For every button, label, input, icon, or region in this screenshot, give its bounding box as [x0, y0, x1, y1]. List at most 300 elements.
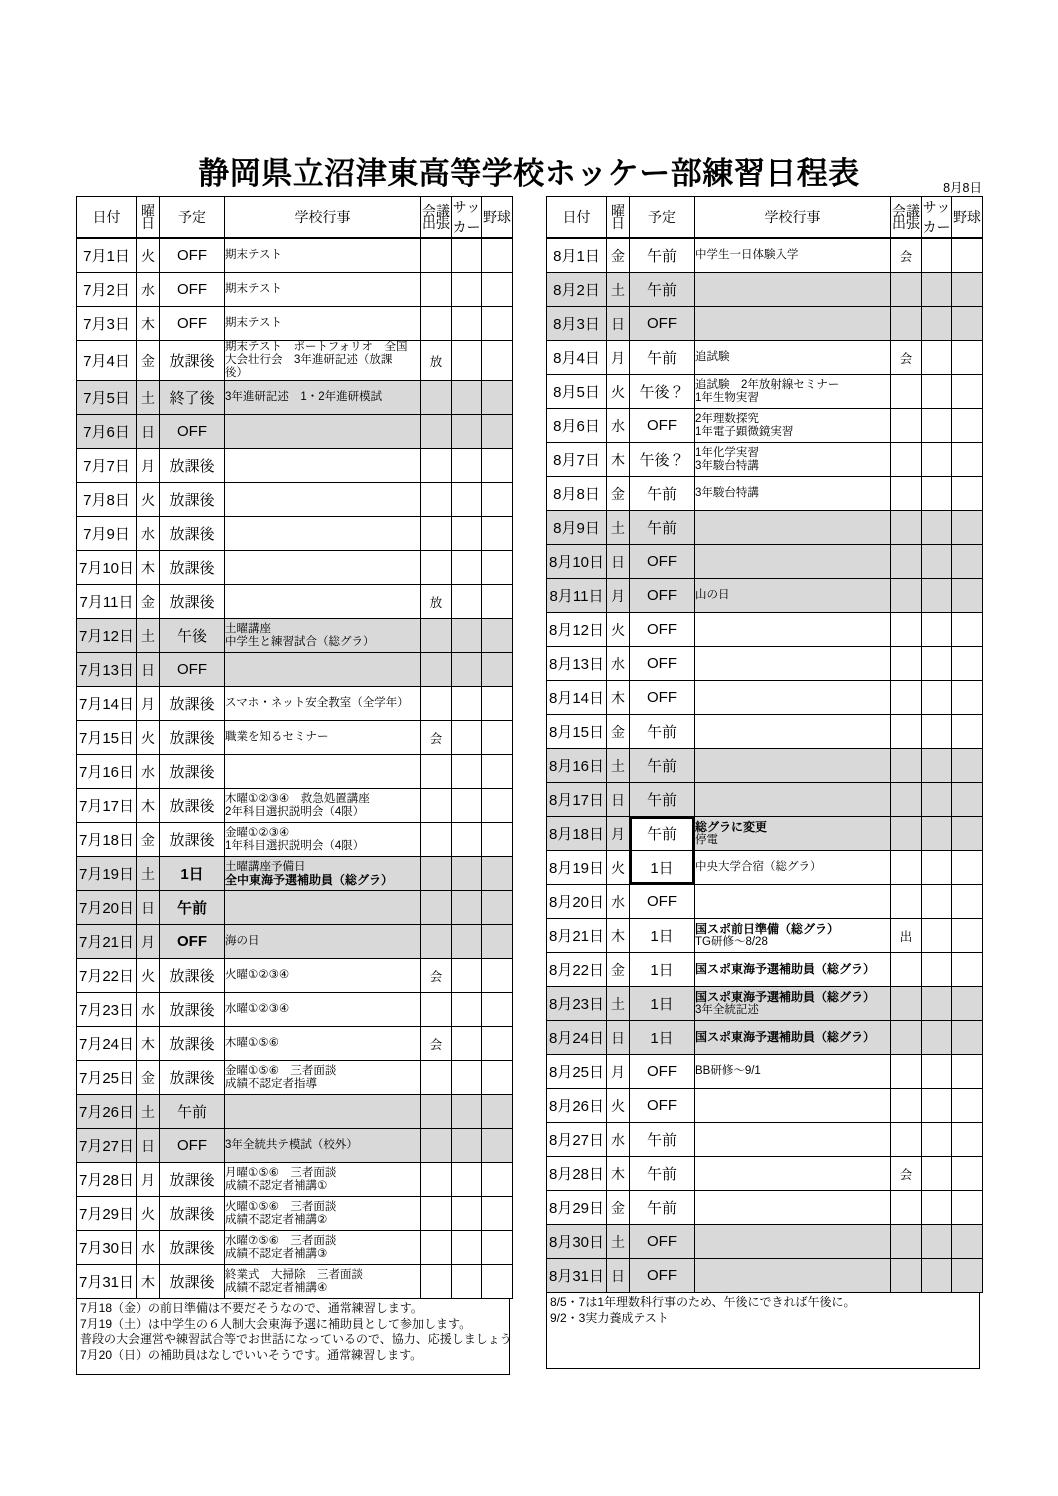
cell-baseball-mark: [952, 307, 983, 341]
cell-practice-plan: OFF: [630, 647, 695, 681]
cell-date: 8月6日: [547, 409, 607, 443]
table-row: [547, 511, 983, 545]
cell-date: 7月31日: [77, 1265, 137, 1299]
cell-soccer-mark: [922, 1123, 952, 1157]
cell-day-of-week: 金: [607, 477, 630, 511]
cell-meeting-mark: 放: [421, 585, 452, 619]
cell-day-of-week: 日: [607, 1259, 630, 1293]
cell-meeting-mark: [421, 1265, 452, 1299]
table-row: [547, 307, 983, 341]
event-text-line: 成績不認定者指導: [225, 1077, 317, 1090]
cell-soccer-mark: [452, 449, 482, 483]
column-header-plan: 予定: [160, 197, 225, 239]
cell-day-of-week: 水: [137, 1231, 160, 1265]
cell-soccer-mark: [452, 959, 482, 993]
event-text-line: 1年科目選択説明会（4限）: [225, 839, 365, 852]
cell-school-event: [225, 1231, 421, 1265]
cell-school-event: [225, 415, 421, 449]
cell-date: 7月25日: [77, 1061, 137, 1095]
cell-day-of-week: 土: [607, 749, 630, 783]
cell-practice-plan: 放課後: [160, 993, 225, 1027]
cell-baseball-mark: [482, 619, 513, 653]
cell-soccer-mark: [922, 443, 952, 477]
cell-meeting-mark: [891, 647, 922, 681]
cell-meeting-mark: [421, 517, 452, 551]
cell-meeting-mark: [891, 783, 922, 817]
cell-practice-plan: OFF: [160, 238, 225, 273]
cell-practice-plan: OFF: [160, 653, 225, 687]
cell-day-of-week: 水: [137, 755, 160, 789]
cell-day-of-week: 金: [137, 823, 160, 857]
table-row: [547, 749, 983, 783]
page-title: 静岡県立沼津東高等学校ホッケー部練習日程表: [198, 156, 860, 191]
cell-soccer-mark: [452, 341, 482, 381]
cell-meeting-mark: [891, 1259, 922, 1293]
document-date-stamp: 8月8日: [943, 181, 982, 195]
cell-date: 7月18日: [77, 823, 137, 857]
column-header-meeting: 会議出張: [421, 197, 452, 239]
august-notes-box: [546, 1293, 980, 1369]
cell-meeting-mark: [421, 891, 452, 925]
cell-soccer-mark: [452, 483, 482, 517]
cell-practice-plan: 放課後: [160, 517, 225, 551]
table-row: [77, 1095, 513, 1129]
cell-baseball-mark: [952, 613, 983, 647]
cell-day-of-week: 日: [137, 891, 160, 925]
cell-date: 7月29日: [77, 1197, 137, 1231]
cell-school-event: [695, 409, 891, 443]
cell-day-of-week: 火: [607, 375, 630, 409]
cell-practice-plan: 放課後: [160, 1061, 225, 1095]
cell-day-of-week: 木: [137, 307, 160, 341]
cell-day-of-week: 金: [607, 715, 630, 749]
cell-baseball-mark: [952, 681, 983, 715]
cell-soccer-mark: [452, 1231, 482, 1265]
cell-meeting-mark: [421, 1231, 452, 1265]
cell-meeting-mark: 会: [421, 959, 452, 993]
cell-date: 7月28日: [77, 1163, 137, 1197]
cell-baseball-mark: [952, 919, 983, 953]
cell-baseball-mark: [952, 273, 983, 307]
table-row: [547, 681, 983, 715]
cell-school-event: [225, 1265, 421, 1299]
event-text-line: 3年駿台特講: [695, 487, 759, 499]
table-row: [547, 477, 983, 511]
event-text-line: 山の日: [695, 589, 730, 601]
cell-school-event: [225, 483, 421, 517]
cell-baseball-mark: [482, 449, 513, 483]
cell-school-event: [225, 1061, 421, 1095]
table-row: [547, 1259, 983, 1293]
cell-baseball-mark: [952, 443, 983, 477]
cell-practice-plan: OFF: [630, 1259, 695, 1293]
table-row: [77, 415, 513, 449]
cell-meeting-mark: [891, 273, 922, 307]
event-text-line: 後）: [225, 367, 248, 379]
cell-meeting-mark: [891, 1191, 922, 1225]
cell-day-of-week: 金: [137, 1061, 160, 1095]
cell-school-event: [695, 851, 891, 885]
cell-practice-plan: 午前: [630, 238, 695, 273]
cell-school-event: [225, 823, 421, 857]
table-row: [547, 1157, 983, 1191]
table-row: [547, 885, 983, 919]
cell-meeting-mark: [421, 273, 452, 307]
table-row: [547, 715, 983, 749]
event-text-line: 土曜講座: [225, 622, 271, 635]
table-row: [547, 375, 983, 409]
event-text-line: 中学生と練習試合（総グラ）: [225, 635, 375, 648]
cell-soccer-mark: [922, 987, 952, 1021]
cell-baseball-mark: [482, 891, 513, 925]
cell-practice-plan: 午前: [630, 1191, 695, 1225]
event-text-line: 成績不認定者補講③: [225, 1247, 328, 1260]
cell-practice-plan: 放課後: [160, 789, 225, 823]
cell-practice-plan: OFF: [630, 307, 695, 341]
cell-school-event: [695, 1157, 891, 1191]
cell-soccer-mark: [452, 1163, 482, 1197]
cell-practice-plan: 午前: [630, 817, 695, 851]
cell-date: 8月28日: [547, 1157, 607, 1191]
table-row: [547, 238, 983, 273]
cell-day-of-week: 火: [137, 238, 160, 273]
table-row: [77, 381, 513, 415]
event-text-line: 全中東海予選補助員（総グラ）: [225, 872, 394, 887]
cell-meeting-mark: [421, 789, 452, 823]
cell-day-of-week: 水: [137, 273, 160, 307]
cell-baseball-mark: [952, 375, 983, 409]
table-row: [77, 959, 513, 993]
cell-day-of-week: 土: [607, 511, 630, 545]
cell-meeting-mark: [891, 1089, 922, 1123]
cell-practice-plan: 午前: [630, 341, 695, 375]
cell-school-event: [225, 687, 421, 721]
cell-school-event: [695, 273, 891, 307]
cell-day-of-week: 木: [607, 919, 630, 953]
cell-practice-plan: OFF: [160, 925, 225, 959]
event-text-line: 木曜①⑤⑥: [225, 1037, 279, 1049]
cell-soccer-mark: [922, 545, 952, 579]
cell-date: 8月5日: [547, 375, 607, 409]
cell-baseball-mark: [482, 993, 513, 1027]
cell-date: 8月19日: [547, 851, 607, 885]
cell-school-event: [695, 341, 891, 375]
cell-day-of-week: 月: [607, 341, 630, 375]
cell-practice-plan: 放課後: [160, 959, 225, 993]
cell-date: 8月3日: [547, 307, 607, 341]
cell-practice-plan: 午前: [630, 1157, 695, 1191]
cell-meeting-mark: 会: [891, 341, 922, 375]
cell-baseball-mark: [482, 1231, 513, 1265]
cell-baseball-mark: [952, 817, 983, 851]
table-row: [77, 1129, 513, 1163]
cell-practice-plan: 放課後: [160, 1027, 225, 1061]
cell-practice-plan: 放課後: [160, 483, 225, 517]
cell-day-of-week: 水: [607, 1123, 630, 1157]
cell-meeting-mark: [421, 483, 452, 517]
cell-baseball-mark: [952, 885, 983, 919]
cell-baseball-mark: [952, 851, 983, 885]
cell-meeting-mark: [421, 381, 452, 415]
table-row: [547, 1089, 983, 1123]
cell-day-of-week: 金: [607, 1191, 630, 1225]
cell-baseball-mark: [482, 307, 513, 341]
cell-soccer-mark: [922, 1089, 952, 1123]
cell-practice-plan: 1日: [630, 1021, 695, 1055]
cell-baseball-mark: [952, 1055, 983, 1089]
event-text-line: 金曜①②③④: [225, 826, 290, 839]
cell-school-event: [225, 993, 421, 1027]
event-text-line: 国スポ前日準備（総グラ）: [695, 921, 840, 936]
cell-day-of-week: 火: [137, 1197, 160, 1231]
cell-practice-plan: 午後？: [630, 375, 695, 409]
august-header-row: [547, 197, 983, 239]
cell-school-event: [695, 1089, 891, 1123]
cell-school-event: [695, 885, 891, 919]
cell-day-of-week: 月: [607, 579, 630, 613]
cell-baseball-mark: [482, 238, 513, 273]
cell-practice-plan: OFF: [160, 273, 225, 307]
cell-baseball-mark: [952, 1021, 983, 1055]
cell-school-event: [225, 1197, 421, 1231]
note-line: 普段の大会運営や練習試合等でお世話になっているので、協力、応援しましょう: [80, 1332, 512, 1346]
cell-date: 7月21日: [77, 925, 137, 959]
table-row: [77, 721, 513, 755]
cell-school-event: [225, 925, 421, 959]
cell-practice-plan: 放課後: [160, 687, 225, 721]
column-header-dow: 曜日: [137, 197, 160, 239]
cell-meeting-mark: [891, 749, 922, 783]
table-row: [77, 517, 513, 551]
event-text-line: 追試験: [695, 351, 730, 363]
table-row: [77, 891, 513, 925]
cell-meeting-mark: [891, 851, 922, 885]
table-row: [77, 551, 513, 585]
cell-day-of-week: 土: [137, 857, 160, 891]
cell-school-event: [225, 959, 421, 993]
cell-day-of-week: 月: [137, 449, 160, 483]
cell-meeting-mark: [421, 238, 452, 273]
cell-day-of-week: 水: [137, 993, 160, 1027]
cell-baseball-mark: [952, 579, 983, 613]
table-row: [77, 273, 513, 307]
cell-baseball-mark: [952, 783, 983, 817]
cell-soccer-mark: [922, 1157, 952, 1191]
cell-soccer-mark: [922, 341, 952, 375]
cell-day-of-week: 日: [137, 415, 160, 449]
august-schedule-table: [546, 196, 983, 1293]
cell-day-of-week: 金: [607, 238, 630, 273]
cell-school-event: [695, 307, 891, 341]
cell-baseball-mark: [952, 409, 983, 443]
cell-school-event: [225, 891, 421, 925]
cell-soccer-mark: [922, 681, 952, 715]
cell-soccer-mark: [452, 721, 482, 755]
table-row: [547, 613, 983, 647]
cell-soccer-mark: [452, 1129, 482, 1163]
cell-soccer-mark: [922, 307, 952, 341]
cell-meeting-mark: [421, 993, 452, 1027]
event-text-line: 3年進研記述 1・2年進研模試: [225, 391, 383, 403]
cell-school-event: [225, 517, 421, 551]
cell-day-of-week: 日: [137, 1129, 160, 1163]
july-header-row: [77, 197, 513, 239]
cell-day-of-week: 火: [137, 959, 160, 993]
event-text-line: 1年生物実習: [695, 391, 759, 404]
august-table-body: [547, 197, 983, 1293]
cell-date: 8月14日: [547, 681, 607, 715]
table-row: [547, 1021, 983, 1055]
cell-day-of-week: 月: [137, 1163, 160, 1197]
cell-baseball-mark: [952, 715, 983, 749]
cell-baseball-mark: [952, 477, 983, 511]
table-row: [77, 238, 513, 273]
cell-baseball-mark: [952, 1225, 983, 1259]
column-header-event: 学校行事: [695, 197, 891, 239]
table-row: [77, 1061, 513, 1095]
cell-school-event: [225, 273, 421, 307]
cell-baseball-mark: [482, 273, 513, 307]
cell-date: 8月2日: [547, 273, 607, 307]
table-row: [77, 483, 513, 517]
cell-soccer-mark: [922, 1021, 952, 1055]
cell-meeting-mark: [891, 409, 922, 443]
cell-baseball-mark: [482, 1163, 513, 1197]
cell-meeting-mark: [421, 823, 452, 857]
table-row: [547, 817, 983, 851]
cell-practice-plan: 放課後: [160, 823, 225, 857]
event-text-line: 水曜⑦⑤⑥ 三者面談: [225, 1234, 337, 1247]
cell-soccer-mark: [452, 823, 482, 857]
cell-practice-plan: 放課後: [160, 1163, 225, 1197]
cell-soccer-mark: [922, 647, 952, 681]
cell-soccer-mark: [922, 579, 952, 613]
cell-baseball-mark: [482, 721, 513, 755]
july-notes-box: [76, 1299, 510, 1375]
cell-baseball-mark: [482, 687, 513, 721]
cell-school-event: [695, 647, 891, 681]
cell-practice-plan: OFF: [630, 1055, 695, 1089]
cell-day-of-week: 月: [607, 1055, 630, 1089]
cell-day-of-week: 土: [137, 1095, 160, 1129]
event-text-line: 火曜①②③④: [225, 969, 290, 981]
cell-practice-plan: 午前: [630, 477, 695, 511]
event-text-line: 期末テスト: [225, 283, 283, 295]
cell-day-of-week: 水: [137, 517, 160, 551]
cell-soccer-mark: [922, 817, 952, 851]
cell-baseball-mark: [952, 1157, 983, 1191]
cell-soccer-mark: [922, 885, 952, 919]
cell-meeting-mark: [891, 1021, 922, 1055]
cell-school-event: [695, 443, 891, 477]
cell-meeting-mark: 会: [891, 238, 922, 273]
cell-school-event: [225, 1163, 421, 1197]
cell-day-of-week: 月: [137, 925, 160, 959]
cell-date: 8月16日: [547, 749, 607, 783]
cell-soccer-mark: [922, 953, 952, 987]
column-header-event: 学校行事: [225, 197, 421, 239]
cell-baseball-mark: [952, 545, 983, 579]
event-text-line: 3年全統記述: [695, 1003, 759, 1016]
cell-date: 7月14日: [77, 687, 137, 721]
cell-soccer-mark: [452, 381, 482, 415]
column-header-meeting: 会議出張: [891, 197, 922, 239]
cell-baseball-mark: [482, 1129, 513, 1163]
event-text-line: 2年科目選択説明会（4限）: [225, 805, 365, 818]
cell-practice-plan: OFF: [630, 545, 695, 579]
cell-soccer-mark: [452, 551, 482, 585]
cell-day-of-week: 水: [607, 409, 630, 443]
cell-school-event: [225, 755, 421, 789]
cell-date: 8月22日: [547, 953, 607, 987]
table-row: [547, 1055, 983, 1089]
cell-school-event: [225, 1095, 421, 1129]
cell-school-event: [695, 545, 891, 579]
event-text-line: 国スポ東海予選補助員（総グラ）: [695, 989, 876, 1004]
cell-day-of-week: 月: [137, 687, 160, 721]
table-row: [547, 783, 983, 817]
cell-meeting-mark: [891, 715, 922, 749]
cell-baseball-mark: [482, 653, 513, 687]
cell-date: 8月25日: [547, 1055, 607, 1089]
cell-day-of-week: 火: [607, 613, 630, 647]
cell-practice-plan: 放課後: [160, 721, 225, 755]
cell-school-event: [695, 715, 891, 749]
cell-baseball-mark: [482, 823, 513, 857]
cell-meeting-mark: [891, 375, 922, 409]
cell-school-event: [225, 653, 421, 687]
cell-baseball-mark: [482, 1265, 513, 1299]
cell-soccer-mark: [922, 1259, 952, 1293]
cell-soccer-mark: [922, 1191, 952, 1225]
cell-meeting-mark: [891, 817, 922, 851]
cell-date: 8月31日: [547, 1259, 607, 1293]
cell-meeting-mark: [891, 1123, 922, 1157]
cell-meeting-mark: 出: [891, 919, 922, 953]
cell-school-event: [225, 449, 421, 483]
cell-day-of-week: 月: [607, 817, 630, 851]
cell-day-of-week: 日: [607, 1021, 630, 1055]
cell-soccer-mark: [922, 375, 952, 409]
cell-date: 7月20日: [77, 891, 137, 925]
cell-school-event: [225, 307, 421, 341]
cell-date: 7月30日: [77, 1231, 137, 1265]
cell-soccer-mark: [452, 891, 482, 925]
event-text-line: 1年電子顕微鏡実習: [695, 425, 794, 438]
cell-baseball-mark: [952, 1191, 983, 1225]
event-text-line: 3年全統共テ模試（校外）: [225, 1139, 358, 1151]
cell-day-of-week: 日: [137, 653, 160, 687]
cell-meeting-mark: [891, 579, 922, 613]
cell-date: 8月30日: [547, 1225, 607, 1259]
table-row: [547, 647, 983, 681]
cell-school-event: [225, 238, 421, 273]
cell-school-event: [695, 1123, 891, 1157]
cell-day-of-week: 水: [607, 885, 630, 919]
cell-baseball-mark: [482, 415, 513, 449]
table-row: [77, 789, 513, 823]
cell-date: 7月11日: [77, 585, 137, 619]
event-text-line: TG研修～8/28: [695, 935, 768, 948]
table-row: [77, 857, 513, 891]
cell-soccer-mark: [922, 715, 952, 749]
event-text-line: 終業式 大掃除 三者面談: [225, 1268, 363, 1281]
event-text-line: BB研修～9/1: [695, 1065, 761, 1077]
cell-soccer-mark: [922, 238, 952, 273]
cell-date: 7月10日: [77, 551, 137, 585]
note-line: 7月18（金）の前日準備は不要だそうなので、通常練習します。: [80, 1301, 423, 1315]
july-table-body: [77, 197, 513, 1299]
